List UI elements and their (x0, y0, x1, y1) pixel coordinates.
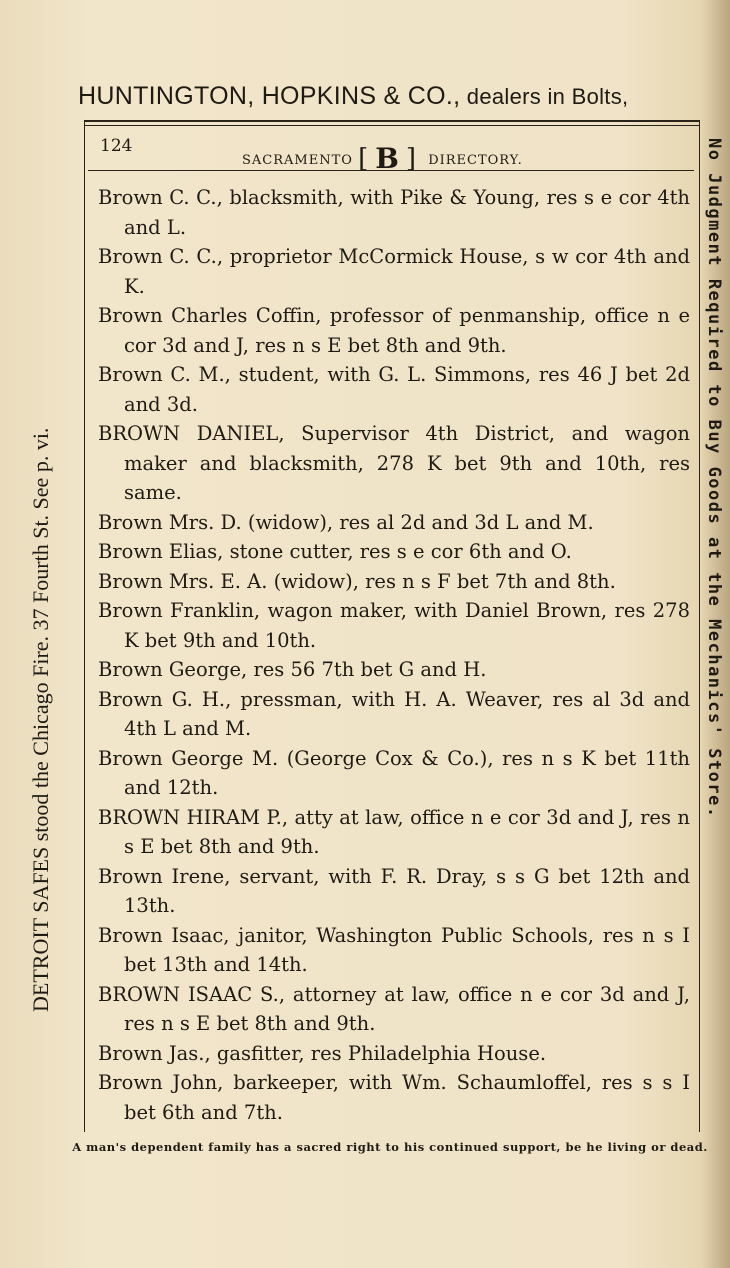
top-banner-ad (78, 82, 706, 111)
directory-entry: Brown George, res 56 7th bet G and H. (98, 658, 487, 681)
banner-tail: dealers in Bolts, (460, 84, 629, 109)
directory-entry: Brown Irene, servant, with F. R. Dray, s s G bet 12th and 13th. (98, 864, 690, 917)
directory-entry: Brown Mrs. E. A. (widow), res n s F bet 7th and 8th. (98, 569, 616, 593)
directory-entry: Brown John, barkeeper, with Wm. Schaumloffel, res s s I bet 6th and 7th. (98, 1071, 690, 1124)
directory-entry: Brown G. H., pressman, with H. A. Weaver, res al 3d and 4th L and M. (98, 687, 690, 740)
directory-word: DIRECTORY. (428, 153, 523, 168)
directory-entry: Brown C. M., student, with G. L. Simmons, res 46 J bet 2d and 3d. (98, 363, 690, 416)
directory-entry: Brown C. C., blacksmith, with Pike & Young, res s e cor 4th and L. (98, 186, 690, 239)
directory-entry: Brown Elias, stone cutter, res s e cor 6th and O. (98, 540, 572, 563)
directory-entry: Brown Franklin, wagon maker, with Daniel Brown, res 278 K bet 9th and 10th. (98, 599, 690, 652)
section-letter: B (375, 142, 400, 175)
directory-entry: BROWN ISAAC S., attorney at law, office n e cor 3d and J, res n s E bet 8th and 9th. (98, 982, 690, 1035)
directory-entries (98, 183, 690, 1127)
footer-motto: A man's dependent family has a sacred right to his continued support, be he living or dead. (72, 1140, 708, 1154)
directory-entry: BROWN DANIEL, Supervisor 4th District, and wagon maker and blacksmith, 278 K bet 9th and 10th, res same. (98, 422, 690, 504)
open-bracket: [ (358, 144, 370, 174)
directory-entry: Brown C. C., proprietor McCormick House, s w cor 4th and K. (98, 245, 690, 298)
city-name: SACRAMENTO (242, 153, 353, 168)
directory-entry: BROWN HIRAM P., atty at law, office n e cor 3d and J, res n s E bet 8th and 9th. (98, 805, 690, 858)
right-margin-ad: No Judgment Required to Buy Goods at the Mechanics' Store. (704, 138, 724, 819)
directory-entry: Brown Jas., gasfitter, res Philadelphia House. (98, 1041, 547, 1065)
running-head-title (242, 138, 523, 175)
header-rule (88, 170, 694, 171)
directory-entry: Brown Mrs. D. (widow), res al 2d and 3d L and M. (98, 510, 594, 534)
directory-entry: Brown Isaac, janitor, Washington Public Schools, res n s I bet 13th and 14th. (98, 923, 690, 976)
running-header (100, 128, 690, 175)
banner-company: HUNTINGTON, HOPKINS & CO., (78, 82, 461, 110)
frame-double-rule (85, 125, 699, 126)
left-margin-ad: DETROIT SAFES stood the Chicago Fire. 37 Fourth St. See p. vi. (28, 427, 53, 1012)
directory-entry: Brown George M. (George Cox & Co.), res n s K bet 11th and 12th. (98, 746, 690, 799)
directory-entry: Brown Charles Coffin, professor of penmanship, office n e cor 3d and J, res n s E bet 8th and 9th. (98, 304, 690, 357)
close-bracket: ] (405, 144, 418, 174)
page-number: 124 (100, 136, 133, 156)
